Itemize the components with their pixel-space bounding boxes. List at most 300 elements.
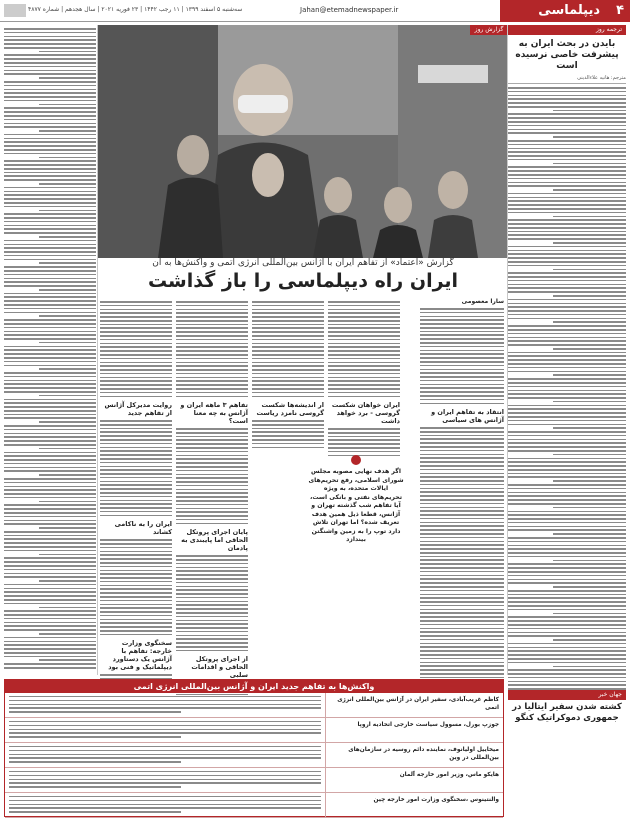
text-line bbox=[420, 529, 504, 531]
text-line bbox=[328, 305, 400, 307]
text-line bbox=[9, 775, 321, 776]
text-line bbox=[508, 632, 626, 634]
text-line bbox=[100, 511, 172, 513]
text-line bbox=[420, 399, 504, 401]
text-line bbox=[100, 515, 172, 517]
text-line bbox=[176, 380, 248, 382]
text-line bbox=[100, 473, 172, 475]
text-line bbox=[420, 544, 504, 546]
text-line bbox=[100, 380, 172, 382]
text-line bbox=[4, 663, 96, 665]
text-line bbox=[100, 312, 172, 314]
text-line bbox=[328, 301, 400, 303]
text-line bbox=[508, 272, 626, 274]
text-line bbox=[508, 563, 626, 565]
text-line bbox=[4, 202, 96, 204]
text-line bbox=[328, 377, 400, 379]
text-line bbox=[176, 481, 248, 483]
text-line bbox=[176, 650, 248, 652]
text-line bbox=[508, 556, 626, 558]
text-line bbox=[252, 380, 324, 382]
text-line bbox=[508, 227, 626, 229]
text-line bbox=[100, 615, 172, 617]
text-line bbox=[508, 170, 626, 172]
text-line bbox=[100, 462, 172, 464]
text-line bbox=[420, 563, 504, 565]
text-line bbox=[420, 461, 504, 463]
text-line bbox=[508, 529, 626, 531]
text-line bbox=[9, 732, 321, 733]
text-line bbox=[4, 440, 96, 442]
text-line bbox=[508, 545, 626, 547]
text-line bbox=[553, 269, 626, 271]
text-line bbox=[328, 354, 400, 356]
text-line bbox=[39, 104, 96, 106]
text-line bbox=[100, 335, 172, 337]
text-line bbox=[508, 193, 626, 195]
article-column bbox=[100, 298, 172, 690]
text-line bbox=[328, 362, 400, 364]
text-line bbox=[508, 393, 626, 395]
text-line bbox=[420, 665, 504, 667]
text-line bbox=[4, 584, 96, 586]
text-line bbox=[508, 616, 626, 618]
text-line bbox=[4, 274, 96, 276]
text-line bbox=[176, 377, 248, 379]
text-line bbox=[4, 251, 96, 253]
text-line bbox=[553, 533, 626, 535]
text-line bbox=[508, 95, 626, 97]
table-row bbox=[5, 793, 503, 818]
table-row bbox=[5, 718, 503, 743]
text-line bbox=[4, 32, 96, 34]
text-line bbox=[508, 344, 626, 346]
text-line bbox=[4, 168, 96, 170]
text-line bbox=[508, 159, 626, 161]
text-line bbox=[508, 541, 626, 543]
text-line bbox=[553, 480, 626, 482]
text-line bbox=[420, 605, 504, 607]
text-line bbox=[176, 563, 248, 565]
text-line bbox=[420, 522, 504, 524]
text-line bbox=[176, 519, 248, 521]
text-line bbox=[4, 569, 96, 571]
text-line bbox=[176, 574, 248, 576]
text-line bbox=[252, 301, 324, 303]
text-line bbox=[100, 551, 172, 553]
text-line bbox=[328, 447, 400, 449]
row-speaker: والنتینوس ،سخنگوی وزارت امور خارجه چین bbox=[325, 793, 503, 817]
text-line bbox=[4, 153, 96, 155]
text-line bbox=[508, 178, 626, 180]
text-line bbox=[39, 633, 96, 635]
text-line bbox=[508, 261, 626, 263]
text-line bbox=[4, 493, 96, 495]
text-line bbox=[508, 435, 626, 437]
text-line bbox=[508, 450, 626, 452]
text-line bbox=[508, 628, 626, 630]
text-line bbox=[4, 648, 96, 650]
text-line bbox=[508, 499, 626, 501]
text-line bbox=[4, 365, 96, 367]
text-line bbox=[4, 308, 96, 310]
text-line bbox=[4, 576, 96, 578]
right-column-author: مترجم: هانیه علاء‌الدینی bbox=[508, 75, 626, 84]
text-line bbox=[9, 729, 321, 730]
text-line bbox=[100, 626, 172, 628]
newspaper-logo-icon bbox=[4, 4, 26, 17]
text-line bbox=[4, 349, 96, 351]
text-line bbox=[100, 309, 172, 311]
text-line bbox=[508, 98, 626, 100]
text-line bbox=[252, 392, 324, 394]
text-line bbox=[420, 662, 504, 664]
text-line bbox=[553, 136, 626, 138]
text-line bbox=[176, 515, 248, 517]
article-column bbox=[420, 298, 504, 680]
text-line bbox=[4, 39, 96, 41]
text-line bbox=[420, 507, 504, 509]
text-line bbox=[420, 620, 504, 622]
text-line bbox=[4, 535, 96, 537]
text-line bbox=[9, 761, 181, 762]
text-line bbox=[176, 373, 248, 375]
text-line bbox=[508, 439, 626, 441]
text-line bbox=[252, 343, 324, 345]
section-name: دیپلماسی bbox=[538, 3, 600, 18]
text-line bbox=[4, 538, 96, 540]
table-title: واکنش‌ها به تفاهم جدید ایران و آژانس بین‌المللی انرژی اتمی bbox=[5, 680, 503, 693]
text-line bbox=[4, 138, 96, 140]
text-line bbox=[508, 340, 626, 342]
text-line bbox=[553, 295, 626, 297]
text-line bbox=[4, 323, 96, 325]
text-line bbox=[508, 144, 626, 146]
text-line bbox=[100, 634, 172, 636]
text-line bbox=[4, 334, 96, 336]
text-line bbox=[4, 346, 96, 348]
text-line bbox=[4, 36, 96, 38]
text-line bbox=[4, 467, 96, 469]
text-line bbox=[39, 289, 96, 291]
text-line bbox=[4, 486, 96, 488]
text-line bbox=[100, 554, 172, 556]
text-line bbox=[39, 448, 96, 450]
text-line bbox=[252, 377, 324, 379]
text-line bbox=[328, 373, 400, 375]
right-column-title: بایدن در بحث ایران به پیشرفت خاصی نرسیده است bbox=[515, 39, 619, 71]
text-line bbox=[508, 552, 626, 554]
text-line bbox=[176, 504, 248, 506]
text-line bbox=[100, 343, 172, 345]
subhead: پایان اجرای پروتکل الحاقی اما پایبندی به پادمان bbox=[181, 528, 248, 553]
text-line bbox=[420, 541, 504, 543]
text-line bbox=[39, 315, 96, 317]
text-line bbox=[508, 473, 626, 475]
text-line bbox=[420, 635, 504, 637]
text-line bbox=[39, 51, 96, 53]
text-line bbox=[252, 305, 324, 307]
text-line bbox=[420, 334, 504, 336]
text-line bbox=[420, 403, 504, 405]
text-line bbox=[508, 420, 626, 422]
text-line bbox=[176, 301, 248, 303]
text-line bbox=[4, 542, 96, 544]
text-line bbox=[4, 217, 96, 219]
text-line bbox=[420, 582, 504, 584]
text-line bbox=[420, 391, 504, 393]
text-line bbox=[508, 620, 626, 622]
section-tab bbox=[500, 0, 630, 22]
text-line bbox=[4, 399, 96, 401]
text-line bbox=[508, 669, 626, 671]
text-line bbox=[100, 365, 172, 367]
text-line bbox=[508, 635, 626, 637]
text-line bbox=[553, 216, 626, 218]
text-line bbox=[100, 585, 172, 587]
text-line bbox=[100, 362, 172, 364]
text-line bbox=[100, 619, 172, 621]
article-column bbox=[252, 298, 324, 450]
text-line bbox=[176, 559, 248, 561]
text-line bbox=[252, 350, 324, 352]
text-line bbox=[100, 358, 172, 360]
text-line bbox=[176, 451, 248, 453]
text-line bbox=[553, 666, 626, 668]
text-line bbox=[252, 431, 324, 433]
text-line bbox=[508, 151, 626, 153]
text-line bbox=[176, 511, 248, 513]
text-line bbox=[508, 469, 626, 471]
text-line bbox=[4, 387, 96, 389]
text-line bbox=[553, 242, 626, 244]
text-line bbox=[420, 556, 504, 558]
text-line bbox=[39, 262, 96, 264]
page-header bbox=[0, 0, 630, 22]
text-line bbox=[4, 414, 96, 416]
text-line bbox=[4, 516, 96, 518]
text-line bbox=[100, 592, 172, 594]
text-line bbox=[100, 496, 172, 498]
text-line bbox=[508, 371, 626, 373]
text-line bbox=[39, 607, 96, 609]
text-line bbox=[39, 77, 96, 79]
text-line bbox=[328, 439, 400, 441]
text-line bbox=[328, 392, 400, 394]
text-line bbox=[4, 58, 96, 60]
text-line bbox=[508, 306, 626, 308]
text-line bbox=[4, 629, 96, 631]
text-line bbox=[4, 637, 96, 639]
text-line bbox=[100, 492, 172, 494]
kicker: گزارش «اعتماد» از تفاهم ایران با آژانس بین‌المللی انرژی اتمی و واکنش‌ها به آن bbox=[152, 258, 454, 268]
text-line bbox=[420, 372, 504, 374]
text-line bbox=[553, 454, 626, 456]
text-line bbox=[508, 359, 626, 361]
text-line bbox=[4, 380, 96, 382]
text-line bbox=[420, 376, 504, 378]
text-line bbox=[4, 641, 96, 643]
text-line bbox=[4, 327, 96, 329]
text-line bbox=[508, 650, 626, 652]
text-line bbox=[176, 623, 248, 625]
text-line bbox=[328, 369, 400, 371]
text-line bbox=[420, 331, 504, 333]
text-line bbox=[176, 305, 248, 307]
text-line bbox=[9, 800, 321, 801]
row-statement bbox=[5, 768, 325, 792]
text-line bbox=[176, 388, 248, 390]
text-line bbox=[4, 172, 96, 174]
text-line bbox=[508, 246, 626, 248]
text-line bbox=[508, 208, 626, 210]
text-line bbox=[420, 357, 504, 359]
text-line bbox=[508, 276, 626, 278]
text-line bbox=[100, 611, 172, 613]
text-line bbox=[4, 96, 96, 98]
text-line bbox=[100, 507, 172, 509]
text-line bbox=[4, 85, 96, 87]
text-line bbox=[508, 378, 626, 380]
text-line bbox=[4, 319, 96, 321]
text-line bbox=[508, 579, 626, 581]
text-line bbox=[553, 560, 626, 562]
text-line bbox=[4, 610, 96, 612]
website-address[interactable]: Jahan@etemadnewspaper.ir bbox=[300, 6, 399, 14]
text-line bbox=[39, 527, 96, 529]
text-line bbox=[252, 312, 324, 314]
text-line bbox=[4, 304, 96, 306]
text-line bbox=[100, 369, 172, 371]
text-line bbox=[4, 656, 96, 658]
text-line bbox=[100, 543, 172, 545]
text-line bbox=[508, 185, 626, 187]
pull-quote bbox=[308, 455, 404, 557]
text-line bbox=[100, 622, 172, 624]
text-line bbox=[39, 395, 96, 397]
subhead: ایران را به ناکامی کشاند bbox=[114, 520, 172, 537]
byline: سارا معصومی bbox=[461, 298, 504, 305]
text-line bbox=[553, 639, 626, 641]
text-line bbox=[100, 454, 172, 456]
subhead: تفاهم ۳ ماهه ایران و آژانس به چه معنا است؟ bbox=[180, 401, 248, 426]
text-line bbox=[4, 187, 96, 189]
text-line bbox=[39, 236, 96, 238]
text-line bbox=[4, 259, 96, 261]
text-line bbox=[508, 250, 626, 252]
text-line bbox=[100, 484, 172, 486]
text-line bbox=[508, 458, 626, 460]
text-line bbox=[4, 175, 96, 177]
text-line bbox=[4, 164, 96, 166]
text-line bbox=[420, 316, 504, 318]
text-line bbox=[508, 337, 626, 339]
text-line bbox=[176, 455, 248, 457]
text-line bbox=[176, 470, 248, 472]
text-line bbox=[4, 28, 96, 30]
text-line bbox=[508, 548, 626, 550]
text-line bbox=[508, 102, 626, 104]
subhead: سخنگوی وزارت خارجه: تفاهم با آژانس یک دستاورد دیپلماتیک و فنی بود bbox=[108, 639, 172, 672]
text-line bbox=[420, 525, 504, 527]
text-line bbox=[4, 191, 96, 193]
text-line bbox=[4, 81, 96, 83]
text-line bbox=[4, 406, 96, 408]
text-line bbox=[328, 432, 400, 434]
text-line bbox=[176, 631, 248, 633]
text-line bbox=[553, 374, 626, 376]
text-line bbox=[176, 335, 248, 337]
text-line bbox=[328, 339, 400, 341]
text-line bbox=[100, 443, 172, 445]
text-line bbox=[508, 582, 626, 584]
right-column-label: ترجمه روز bbox=[508, 25, 626, 35]
text-line bbox=[4, 463, 96, 465]
text-line bbox=[100, 301, 172, 303]
text-line bbox=[328, 320, 400, 322]
text-line bbox=[420, 319, 504, 321]
text-line bbox=[100, 447, 172, 449]
text-line bbox=[508, 113, 626, 115]
text-line bbox=[420, 658, 504, 660]
text-line bbox=[100, 562, 172, 564]
text-line bbox=[508, 386, 626, 388]
text-line bbox=[420, 446, 504, 448]
text-line bbox=[420, 438, 504, 440]
text-line bbox=[176, 646, 248, 648]
text-line bbox=[4, 433, 96, 435]
text-line bbox=[508, 325, 626, 327]
text-line bbox=[252, 320, 324, 322]
row-speaker: میخاییل اولیانوف، نماینده دائم روسیه در سازمان‌های بین‌المللی در وین bbox=[325, 743, 503, 767]
text-line bbox=[508, 416, 626, 418]
text-line bbox=[100, 346, 172, 348]
text-line bbox=[100, 324, 172, 326]
text-line bbox=[4, 221, 96, 223]
text-line bbox=[508, 223, 626, 225]
text-line bbox=[100, 320, 172, 322]
text-line bbox=[420, 537, 504, 539]
page-title: ایران راه دیپلماسی را باز گذاشت bbox=[147, 270, 459, 292]
text-line bbox=[508, 129, 626, 131]
text-line bbox=[508, 291, 626, 293]
text-line bbox=[176, 309, 248, 311]
text-line bbox=[328, 335, 400, 337]
text-line bbox=[508, 431, 626, 433]
text-line bbox=[252, 420, 324, 422]
text-line bbox=[176, 312, 248, 314]
text-line bbox=[252, 358, 324, 360]
text-line bbox=[508, 522, 626, 524]
text-line bbox=[4, 293, 96, 295]
text-line bbox=[4, 270, 96, 272]
text-line bbox=[176, 627, 248, 629]
text-line bbox=[508, 231, 626, 233]
text-line bbox=[4, 228, 96, 230]
text-line bbox=[508, 677, 626, 679]
text-line bbox=[420, 323, 504, 325]
text-line bbox=[39, 659, 96, 661]
text-line bbox=[508, 526, 626, 528]
text-line bbox=[9, 736, 181, 737]
text-line bbox=[4, 331, 96, 333]
text-line bbox=[176, 500, 248, 502]
text-line bbox=[328, 350, 400, 352]
text-line bbox=[4, 278, 96, 280]
text-line bbox=[328, 365, 400, 367]
text-line bbox=[508, 397, 626, 399]
text-line bbox=[420, 590, 504, 592]
